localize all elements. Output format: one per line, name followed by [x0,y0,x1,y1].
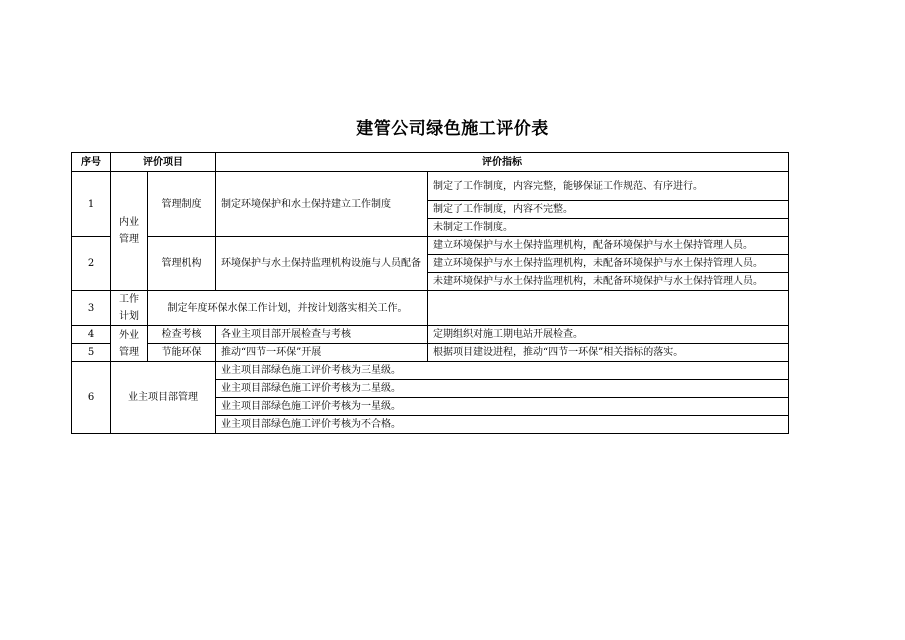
table-header-row [72,153,789,172]
criteria-cell: 根据项目建设进程，推动“四节一环保”相关指标的落实。 [428,344,789,362]
table-row [72,237,789,255]
row-number: 5 [72,344,111,362]
criteria-cell: 业主项目部绿色施工评价考核为二星级。 [216,380,789,398]
category-cell [111,172,148,291]
sub-item-cell: 管理制度 [148,172,216,237]
item-cell: 业主项目部管理 [111,362,216,434]
header-indicator: 评价指标 [216,153,789,172]
sub-item-cell: 管理机构 [148,237,216,291]
header-item: 评价项目 [111,153,216,172]
row-number: 3 [72,291,111,326]
criteria-cell: 定期组织对施工期电站开展检查。 [428,326,789,344]
evaluation-table [71,152,789,434]
category-cell [111,326,148,362]
criteria-cell: 制定了工作制度，内容完整，能够保证工作规范、有序进行。 [428,172,789,201]
criteria-cell: 建立环境保护与水土保持监理机构，配备环境保护与水土保持管理人员。 [428,237,789,255]
criteria-cell: 业主项目部绿色施工评价考核为三星级。 [216,362,789,380]
table-row [72,172,789,201]
criteria-cell: 建立环境保护与水土保持监理机构，未配备环境保护与水土保持管理人员。 [428,255,789,273]
item-description: 制定环境保护和水土保持建立工作制度 [216,172,428,237]
sub-item-cell: 工作计划 [111,291,148,326]
sub-item-cell: 节能环保 [148,344,216,362]
page-title: 建管公司绿色施工评价表 [356,119,549,139]
category-label: 内业管理 [119,217,139,245]
criteria-cell: 制定了工作制度，内容不完整。 [428,201,789,219]
criteria-cell: 未建环境保护与水土保持监理机构，未配备环境保护与水土保持管理人员。 [428,273,789,291]
table-row [72,291,789,326]
criteria-cell: 业主项目部绿色施工评价考核为不合格。 [216,416,789,434]
row-number: 6 [72,362,111,434]
sub-item-cell: 检查考核 [148,326,216,344]
item-description: 环境保护与水土保持监理机构设施与人员配备 [216,237,428,291]
header-seq: 序号 [72,153,111,172]
item-description: 各业主项目部开展检查与考核 [216,326,428,344]
criteria-cell: 业主项目部绿色施工评价考核为一星级。 [216,398,789,416]
row-number: 1 [72,172,111,237]
table-row [72,326,789,344]
category-label: 外业管理 [119,329,139,358]
criteria-cell: 未制定工作制度。 [428,219,789,237]
item-description: 推动“四节一环保”开展 [216,344,428,362]
table-row [72,362,789,380]
table-row [72,344,789,362]
criteria-cell: 制定年度环保水保工作计划，并按计划落实相关工作。 [148,291,428,326]
row-number: 2 [72,237,111,291]
row-number: 4 [72,326,111,344]
